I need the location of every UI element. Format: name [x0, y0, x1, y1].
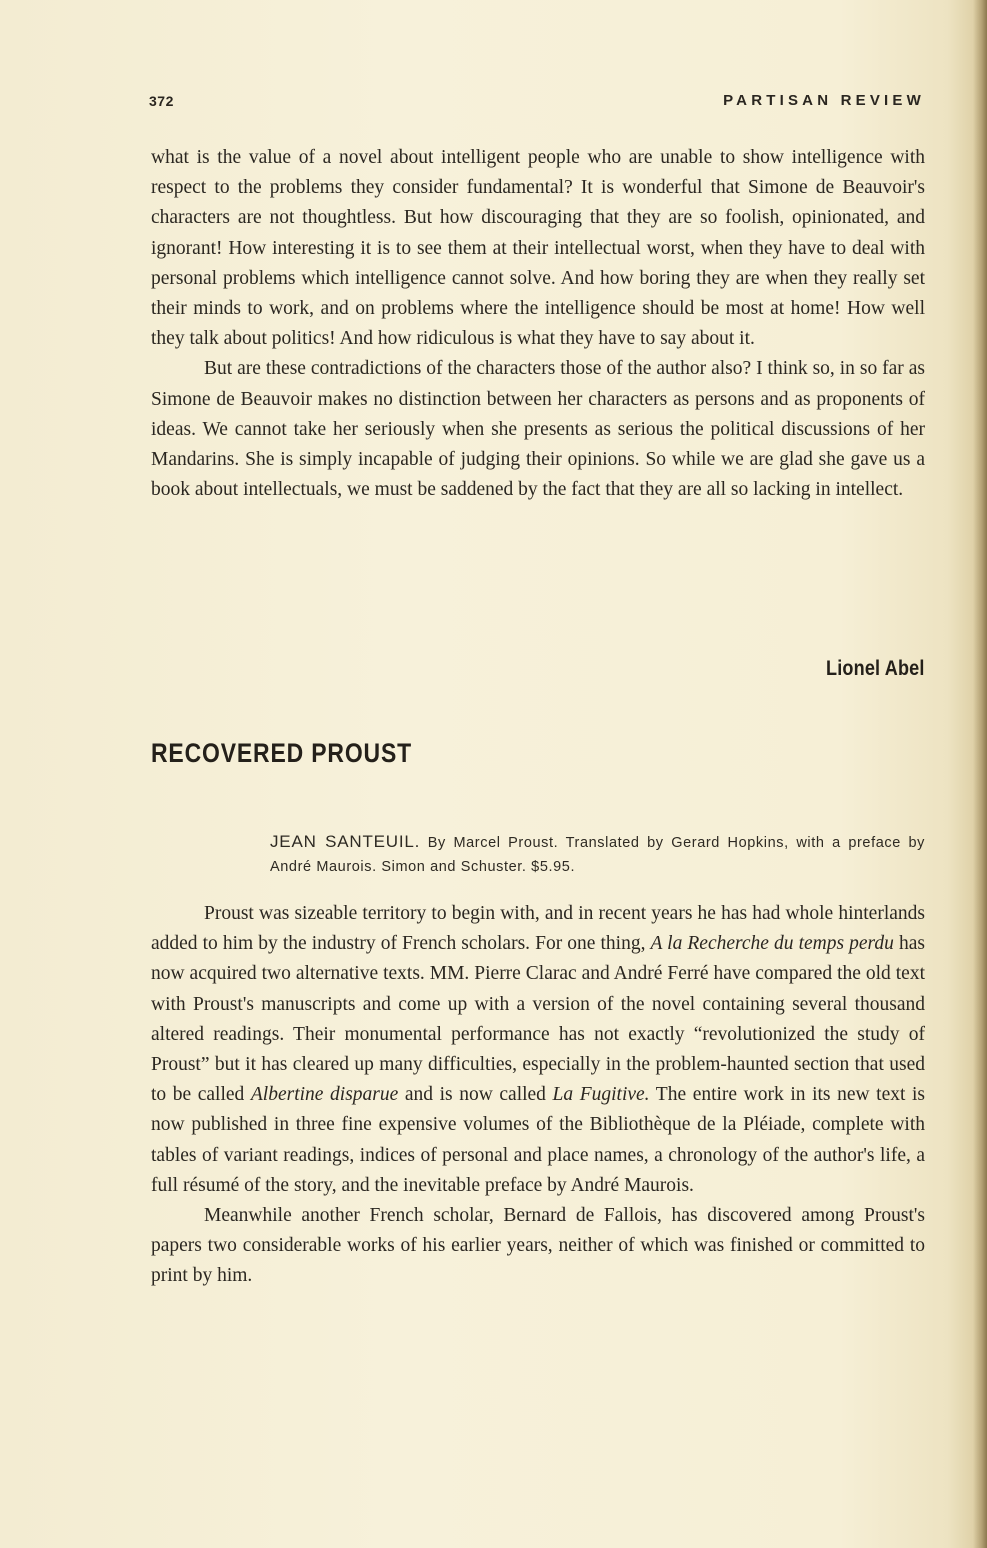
review-proust-text	[151, 899, 925, 1292]
paragraph	[151, 899, 925, 1201]
text-run: and is now called	[398, 1084, 553, 1106]
italic-work-title: Albertine disparue	[250, 1084, 399, 1106]
journal-title: PARTISAN REVIEW	[723, 92, 925, 109]
book-spine-shadow	[973, 0, 987, 1548]
paragraph: But are these contradictions of the characters those of the author also? I think so, in so far as Simone de Beauvoir makes no distinction between her characters as persons and as proponents of ideas. We cannot take her seriously when she presents as serious the political discussions of her Mandarins. She is simply incapable of judging their opinions. So while we are glad she gave us a book about intellectuals, we must be saddened by the fact that they are all so lacking in intellect.	[151, 358, 925, 501]
book-citation	[270, 830, 925, 879]
running-head	[149, 90, 925, 114]
author-signature: Lionel Abel	[826, 657, 925, 680]
italic-work-title: La Fugitive.	[552, 1084, 650, 1106]
cited-book-details: By Marcel Proust. Translated by Gerard Hopkins, with a preface by André Maurois. Simon and Schuster. $5.95.	[270, 835, 925, 875]
text-run: Proust was sizeable territory to begin with, and in recent years he has had whole hinterlands added to him by the industry of French scholars. For one thing,	[151, 903, 925, 955]
text-run: has now acquired two alternative texts. MM. Pierre Clarac and André Ferré have compared the old text with Proust's manuscripts and come up with a version of the novel containing several thousand altered readings. Their monumental performance has not exactly “revolutionized the study of Proust” but it has cleared up many difficulties, especially in the problem-haunted section that used to be called	[151, 933, 926, 1106]
italic-work-title: A la Recherche du temps perdu	[650, 933, 894, 955]
paragraph: Meanwhile another French scholar, Bernard de Fallois, has discovered among Proust's papers two considerable works of his earlier years, neither of which was finished or committed to print by him.	[151, 1205, 925, 1287]
page-number: 372	[149, 93, 174, 109]
paragraph: what is the value of a novel about intelligent people who are unable to show intelligence with respect to the problems they consider fundamental? It is wonderful that Simone de Beauvoir's characters are not thoughtless. But how discouraging that they are so foolish, opinionated, and ignorant! How interesting it is to see them at their intellectual worst, when they have to deal with personal problems which intelligence cannot solve. And how boring they are when they really set their minds to work, and on problems where the intelligence should be most at home! How well they talk about politics! And how ridiculous is what they have to say about it.	[151, 147, 925, 350]
article-title: RECOVERED PROUST	[151, 738, 412, 768]
cited-book-title: JEAN SANTEUIL.	[270, 832, 421, 851]
review-abel-text	[151, 143, 925, 505]
text-run: The entire work in its new text is now published in three fine expensive volumes of the Bibliothèque de la Pléiade, complete with tables of variant readings, indices of personal and place names, a chronology of the author's life, a full résumé of the story, and the inevitable preface by André Maurois.	[151, 1084, 925, 1196]
